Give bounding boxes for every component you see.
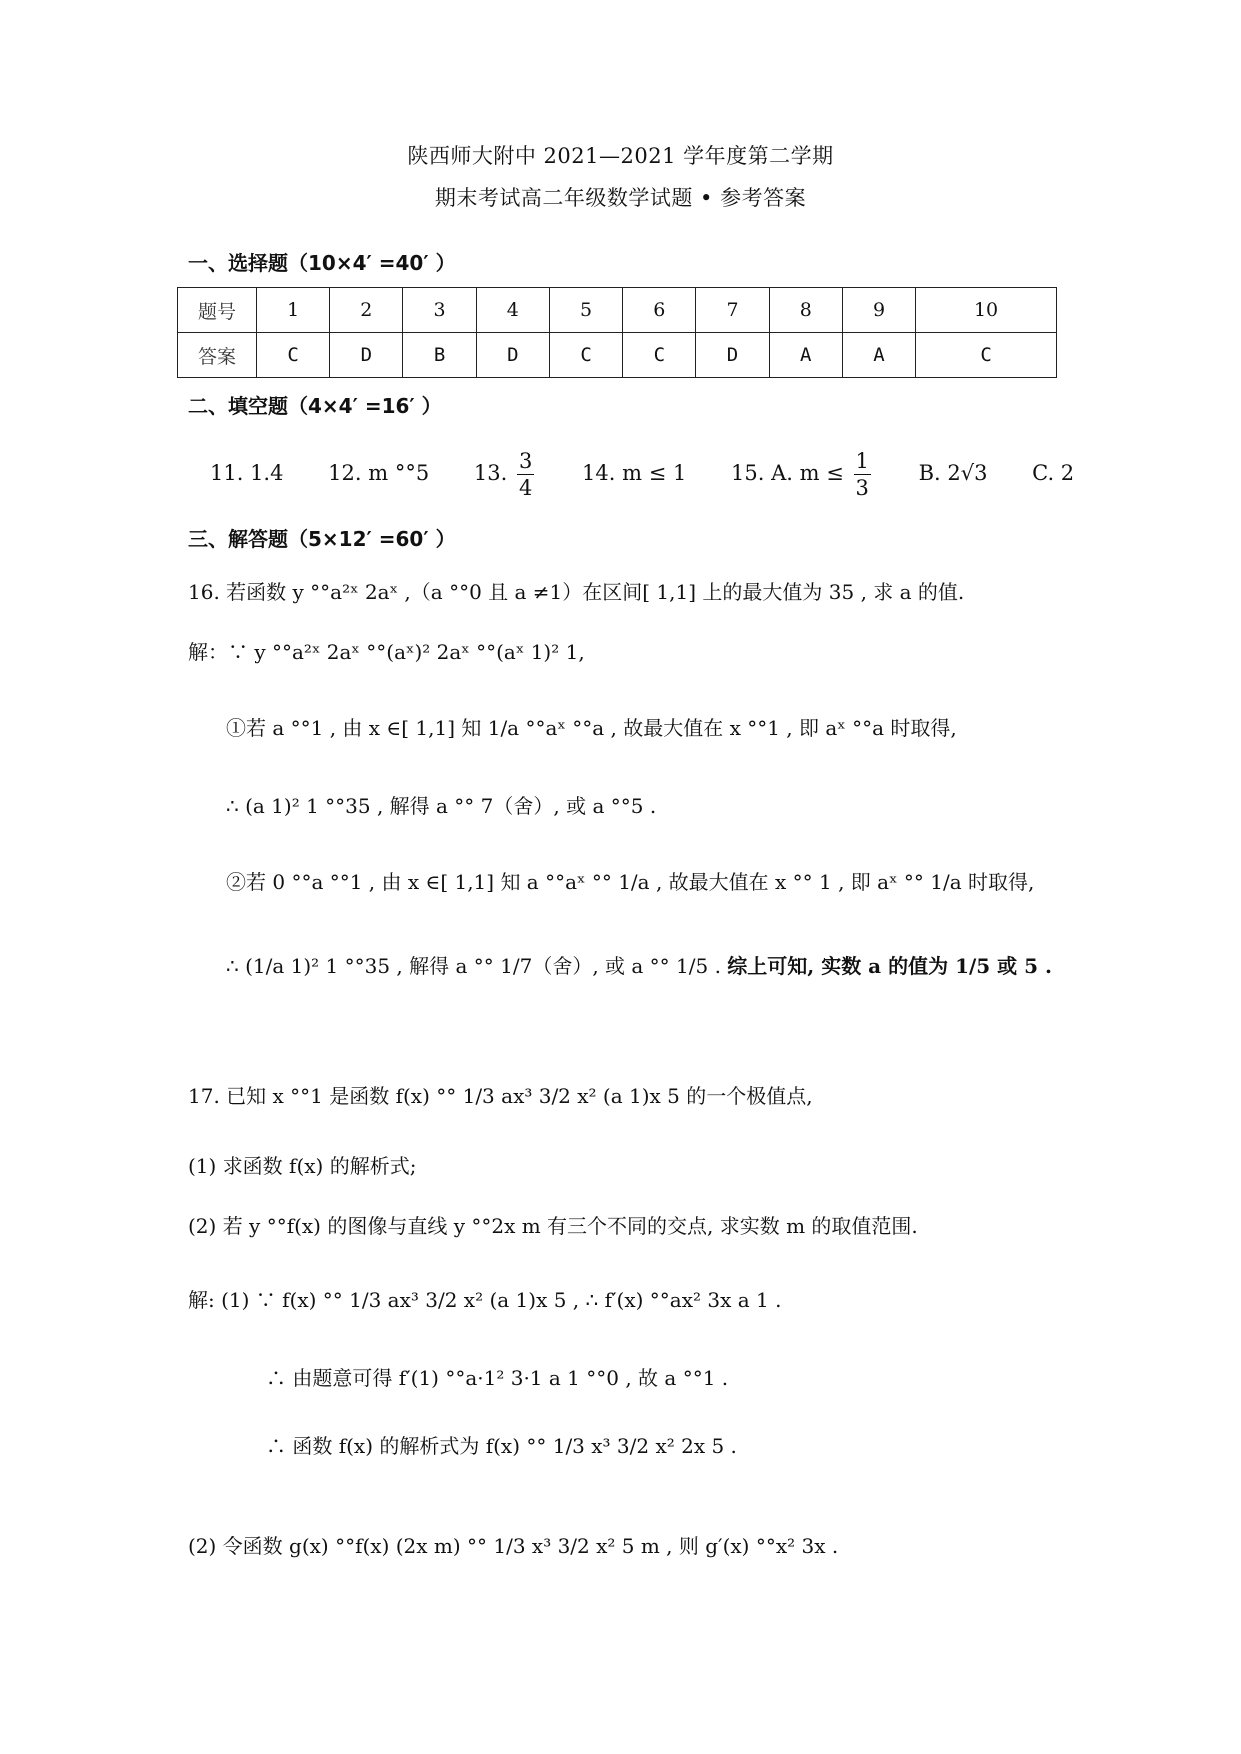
fill-13 [474, 448, 537, 501]
denominator: 4 [518, 476, 533, 500]
q17-statement: 17. 已知 x °°1 是函数 f(x) °° 1/3 ax³ 3/2 x² (a 1)x 5 的一个极值点, [188, 1084, 813, 1108]
fill-12: 12. m °°5 [328, 461, 430, 485]
fill-15a [731, 448, 874, 501]
q17-solution-line1: 解: (1) ∵ f(x) °° 1/3 ax³ 3/2 x² (a 1)x 5 , ∴ f′(x) °°ax² 3x a 1 . [188, 1288, 782, 1312]
fill-15a-prefix: 15. A. m ≤ [731, 461, 844, 485]
row-label-answer: 答案 [178, 333, 257, 378]
answer-cell: C [916, 333, 1057, 378]
numerator: 3 [518, 449, 533, 473]
section-fill-title: 二、填空题（4×4′ =16′ ） [188, 394, 442, 418]
answer-table [177, 287, 1057, 378]
q16-solution-line4: ②若 0 °°a °°1 , 由 x ∈[ 1,1] 知 a °°aˣ °° 1/a , 故最大值在 x °° 1 , 即 aˣ °° 1/a 时取得, [226, 870, 1035, 894]
fraction [517, 448, 534, 501]
q17-solution-line4: (2) 令函数 g(x) °°f(x) (2x m) °° 1/3 x³ 3/2 x² 5 m , 则 g′(x) °°x² 3x . [188, 1534, 839, 1558]
answer-cell: A [769, 333, 842, 378]
answer-cell: C [257, 333, 330, 378]
answer-cell: C [623, 333, 696, 378]
q-number: 9 [842, 288, 915, 333]
q-number: 6 [623, 288, 696, 333]
q16-conclusion: 综上可知, 实数 a 的值为 1/5 或 5 . [727, 954, 1052, 978]
section-choice-title: 一、选择题（10×4′ =40′ ） [188, 251, 456, 275]
answer-cell: A [842, 333, 915, 378]
q17-solution-line2: ∴ 由题意可得 f′(1) °°a·1² 3·1 a 1 °°0 , 故 a °°1 . [266, 1366, 729, 1390]
doc-title-line2: 期末考试高二年级数学试题 • 参考答案 [434, 186, 807, 210]
doc-title-line1: 陕西师大附中 2021—2021 学年度第二学期 [407, 144, 834, 168]
q-number: 10 [916, 288, 1057, 333]
answer-cell: D [330, 333, 403, 378]
q16-solution-line1: 解：∵ y °°a²ˣ 2aˣ °°(aˣ)² 2aˣ °°(aˣ 1)² 1, [188, 640, 585, 664]
q16-solution-line5-text: ∴ (1/a 1)² 1 °°35 , 解得 a °° 1/7（舍）, 或 a °° 1/5 . [226, 954, 721, 978]
q-number: 5 [549, 288, 622, 333]
q-number: 7 [696, 288, 769, 333]
answer-cell: D [696, 333, 769, 378]
q17-part2: (2) 若 y °°f(x) 的图像与直线 y °°2x m 有三个不同的交点, 求实数 m 的取值范围. [188, 1214, 918, 1238]
q16-solution-line2: ①若 a °°1 , 由 x ∈[ 1,1] 知 1/a °°aˣ °°a , 故最大值在 x °°1 , 即 aˣ °°a 时取得, [226, 716, 957, 740]
answer-cell: D [476, 333, 549, 378]
fill-11: 11. 1.4 [210, 461, 284, 485]
answer-cell: C [549, 333, 622, 378]
fill-answers [210, 448, 1112, 501]
q-number: 3 [403, 288, 476, 333]
numerator: 1 [855, 449, 869, 473]
answer-row [178, 333, 1057, 378]
q-number: 4 [476, 288, 549, 333]
q-number: 2 [330, 288, 403, 333]
fill-14: 14. m ≤ 1 [582, 461, 687, 485]
fill-15b: B. 2√3 [918, 461, 988, 485]
section-solve-title: 三、解答题（5×12′ =60′ ） [188, 527, 456, 551]
q17-part1: (1) 求函数 f(x) 的解析式; [188, 1154, 417, 1178]
denominator: 3 [855, 476, 869, 500]
q16-solution-line3: ∴ (a 1)² 1 °°35 , 解得 a °° 7（舍）, 或 a °°5 . [226, 794, 657, 818]
q17-solution-line3: ∴ 函数 f(x) 的解析式为 f(x) °° 1/3 x³ 3/2 x² 2x 5 . [266, 1434, 737, 1458]
fraction [854, 448, 871, 501]
row-label-number: 题号 [178, 288, 257, 333]
q-number: 8 [769, 288, 842, 333]
fill-15c: C. 2 [1032, 461, 1075, 485]
q16-solution-line5 [226, 950, 1052, 979]
fill-13-prefix: 13. [473, 461, 508, 485]
question-number-row [178, 288, 1057, 333]
answer-cell: B [403, 333, 476, 378]
q16-statement: 16. 若函数 y °°a²ˣ 2aˣ ,（a °°0 且 a ≠1）在区间[ 1,1] 上的最大值为 35 , 求 a 的值. [188, 580, 965, 604]
q-number: 1 [257, 288, 330, 333]
